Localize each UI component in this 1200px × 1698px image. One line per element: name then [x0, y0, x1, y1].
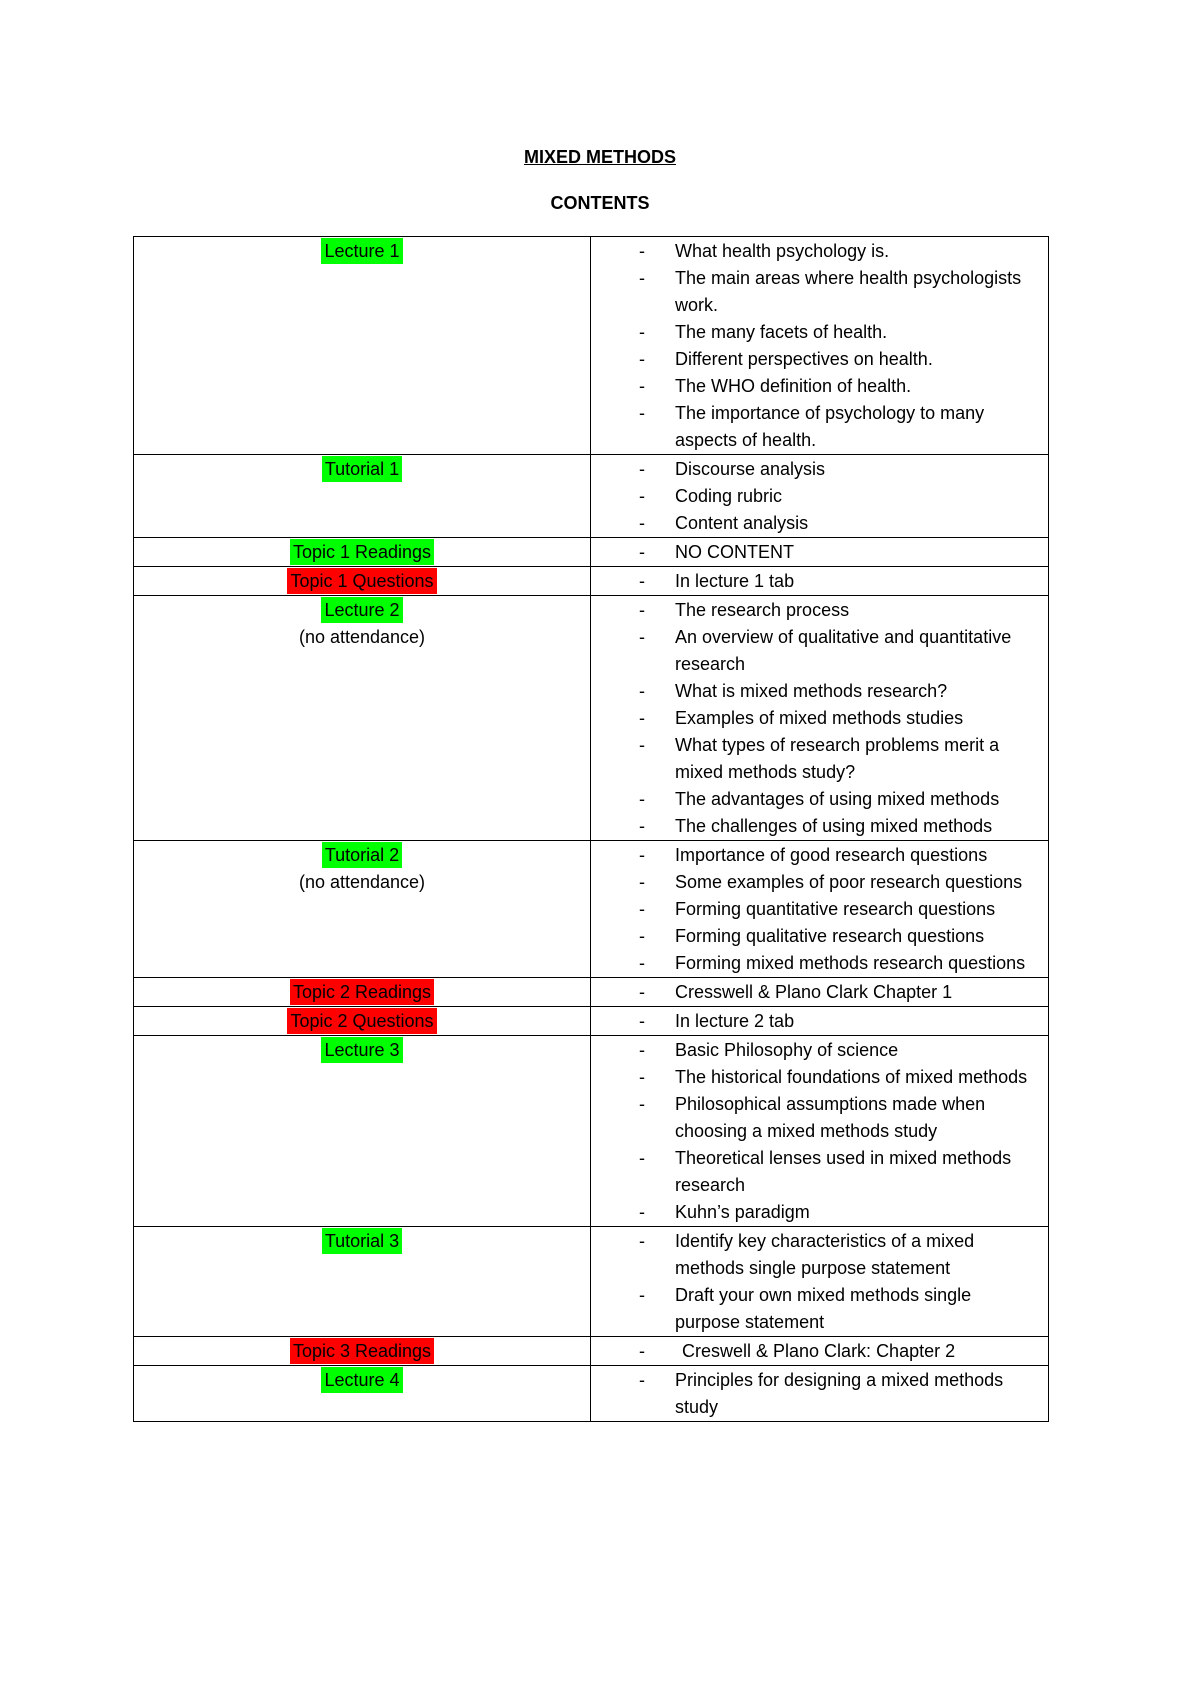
- topic-list: [591, 568, 1048, 595]
- dash-bullet-icon: -: [639, 513, 645, 533]
- dash-bullet-icon: -: [639, 1148, 645, 1168]
- dash-bullet-icon: -: [639, 982, 645, 1002]
- dash-bullet-icon: -: [639, 1011, 645, 1031]
- list-item: [591, 842, 1048, 869]
- table-row: [134, 596, 1049, 841]
- list-item: [591, 510, 1048, 537]
- session-note: (no attendance): [298, 872, 426, 892]
- dash-bullet-icon: -: [639, 735, 645, 755]
- list-item: [591, 265, 1048, 319]
- table-row: [134, 1007, 1049, 1036]
- dash-bullet-icon: -: [639, 600, 645, 620]
- session-cell: [134, 1007, 591, 1036]
- session-label: Topic 2 Questions: [287, 1008, 436, 1034]
- dash-bullet-icon: -: [639, 953, 645, 973]
- list-item-text: The main areas where health psychologists work.: [675, 268, 1022, 315]
- list-item-text: What health psychology is.: [675, 241, 890, 261]
- dash-bullet-icon: -: [639, 1370, 645, 1390]
- session-cell: [134, 538, 591, 567]
- session-label: Tutorial 1: [322, 456, 402, 482]
- dash-bullet-icon: -: [639, 1094, 645, 1114]
- topics-cell: [591, 1036, 1049, 1227]
- session-label: Tutorial 2: [322, 842, 402, 868]
- list-item-text: The challenges of using mixed methods: [675, 816, 993, 836]
- list-item: [591, 896, 1048, 923]
- list-item: [591, 869, 1048, 896]
- list-item-text: An overview of qualitative and quantitative research: [675, 627, 1012, 674]
- list-item: [591, 923, 1048, 950]
- list-item-text: In lecture 1 tab: [675, 571, 795, 591]
- topics-cell: [591, 596, 1049, 841]
- list-item: [591, 238, 1048, 265]
- session-label: Lecture 2: [321, 597, 402, 623]
- list-item-text: Some examples of poor research questions: [675, 872, 1023, 892]
- list-item: [591, 1199, 1048, 1226]
- page-title: MIXED METHODS: [523, 147, 676, 167]
- session-label: Lecture 3: [321, 1037, 402, 1063]
- session-cell: [134, 1337, 591, 1366]
- list-item-text: The research process: [675, 600, 850, 620]
- dash-bullet-icon: -: [639, 627, 645, 647]
- dash-bullet-icon: -: [639, 1341, 645, 1361]
- table-row: [134, 1337, 1049, 1366]
- list-item-text: The historical foundations of mixed methods: [675, 1067, 1028, 1087]
- session-label: Lecture 1: [321, 238, 402, 264]
- table-row: [134, 978, 1049, 1007]
- topics-cell: [591, 1337, 1049, 1366]
- list-item: [591, 1064, 1048, 1091]
- dash-bullet-icon: -: [639, 872, 645, 892]
- list-item-text: Philosophical assumptions made when choosing a mixed methods study: [675, 1094, 986, 1141]
- list-item: [591, 678, 1048, 705]
- topic-list: [591, 1367, 1048, 1421]
- contents-heading: CONTENTS: [550, 193, 650, 213]
- topic-list: [591, 1338, 1048, 1365]
- list-item: [591, 1145, 1048, 1199]
- list-item-text: The many facets of health.: [675, 322, 888, 342]
- dash-bullet-icon: -: [639, 486, 645, 506]
- list-item-text: Forming qualitative research questions: [675, 926, 985, 946]
- dash-bullet-icon: -: [639, 403, 645, 423]
- table-row: [134, 1366, 1049, 1422]
- session-cell: [134, 455, 591, 538]
- session-note: (no attendance): [298, 627, 426, 647]
- list-item-text: Basic Philosophy of science: [675, 1040, 899, 1060]
- topic-list: [591, 842, 1048, 977]
- session-cell: [134, 1036, 591, 1227]
- table-row: [134, 1227, 1049, 1337]
- list-item: [591, 1091, 1048, 1145]
- dash-bullet-icon: -: [639, 571, 645, 591]
- list-item-text: Coding rubric: [675, 486, 783, 506]
- list-item-text: In lecture 2 tab: [675, 1011, 795, 1031]
- list-item: [591, 786, 1048, 813]
- list-item: [591, 373, 1048, 400]
- list-item: [591, 568, 1048, 595]
- topics-cell: [591, 538, 1049, 567]
- list-item-text: Forming mixed methods research questions: [675, 953, 1026, 973]
- session-label: Tutorial 3: [322, 1228, 402, 1254]
- session-label: Topic 2 Readings: [290, 979, 434, 1005]
- list-item: [591, 979, 1048, 1006]
- list-item-text: Identify key characteristics of a mixed methods single purpose statement: [675, 1231, 975, 1278]
- dash-bullet-icon: -: [639, 542, 645, 562]
- session-label: Topic 1 Readings: [290, 539, 434, 565]
- session-label: Topic 3 Readings: [290, 1338, 434, 1364]
- contents-table-body: [134, 237, 1049, 1422]
- topics-cell: [591, 1227, 1049, 1337]
- list-item: [591, 624, 1048, 678]
- topic-list: [591, 539, 1048, 566]
- dash-bullet-icon: -: [639, 1231, 645, 1251]
- dash-bullet-icon: -: [639, 349, 645, 369]
- list-item: [591, 705, 1048, 732]
- dash-bullet-icon: -: [639, 789, 645, 809]
- topic-list: [591, 597, 1048, 840]
- dash-bullet-icon: -: [639, 899, 645, 919]
- topic-list: [591, 238, 1048, 454]
- dash-bullet-icon: -: [639, 708, 645, 728]
- list-item-text: Draft your own mixed methods single purpose statement: [675, 1285, 972, 1332]
- table-row: [134, 237, 1049, 455]
- list-item: [591, 400, 1048, 454]
- topics-cell: [591, 1366, 1049, 1422]
- table-row: [134, 567, 1049, 596]
- dash-bullet-icon: -: [639, 1040, 645, 1060]
- dash-bullet-icon: -: [639, 845, 645, 865]
- list-item-text: Creswell & Plano Clark: Chapter 2: [682, 1341, 956, 1361]
- dash-bullet-icon: -: [639, 681, 645, 701]
- list-item: [591, 1338, 1048, 1365]
- list-item-text: Kuhn’s paradigm: [675, 1202, 810, 1222]
- list-item-text: The advantages of using mixed methods: [675, 789, 1000, 809]
- topic-list: [591, 456, 1048, 537]
- dash-bullet-icon: -: [639, 1067, 645, 1087]
- topics-cell: [591, 841, 1049, 978]
- list-item: [591, 346, 1048, 373]
- list-item-text: Different perspectives on health.: [675, 349, 933, 369]
- session-label: Lecture 4: [321, 1367, 402, 1393]
- session-cell: [134, 567, 591, 596]
- session-cell: [134, 841, 591, 978]
- list-item: [591, 483, 1048, 510]
- list-item: [591, 813, 1048, 840]
- list-item-text: Cresswell & Plano Clark Chapter 1: [675, 982, 953, 1002]
- topic-list: [591, 1037, 1048, 1226]
- list-item-text: What types of research problems merit a mixed methods study?: [675, 735, 1000, 782]
- list-item: [591, 950, 1048, 977]
- list-item-text: Importance of good research questions: [675, 845, 988, 865]
- list-item: [591, 1367, 1048, 1421]
- list-item-text: What is mixed methods research?: [675, 681, 948, 701]
- list-item: [591, 1008, 1048, 1035]
- topic-list: [591, 1008, 1048, 1035]
- list-item: [591, 1282, 1048, 1336]
- topics-cell: [591, 237, 1049, 455]
- list-item-text: Theoretical lenses used in mixed methods research: [675, 1148, 1012, 1195]
- dash-bullet-icon: -: [639, 926, 645, 946]
- table-row: [134, 1036, 1049, 1227]
- dash-bullet-icon: -: [639, 1202, 645, 1222]
- list-item: [591, 732, 1048, 786]
- list-item-text: Principles for designing a mixed methods study: [675, 1370, 1004, 1417]
- table-row: [134, 538, 1049, 567]
- session-cell: [134, 978, 591, 1007]
- list-item-text: The importance of psychology to many aspects of health.: [675, 403, 985, 450]
- list-item-text: NO CONTENT: [675, 542, 794, 562]
- dash-bullet-icon: -: [639, 816, 645, 836]
- list-item: [591, 597, 1048, 624]
- topics-cell: [591, 1007, 1049, 1036]
- topics-cell: [591, 567, 1049, 596]
- session-cell: [134, 237, 591, 455]
- contents-table: [133, 236, 1049, 1422]
- topic-list: [591, 1228, 1048, 1336]
- session-cell: [134, 596, 591, 841]
- dash-bullet-icon: -: [639, 241, 645, 261]
- topics-cell: [591, 978, 1049, 1007]
- list-item: [591, 539, 1048, 566]
- dash-bullet-icon: -: [639, 1285, 645, 1305]
- dash-bullet-icon: -: [639, 322, 645, 342]
- list-item-text: Forming quantitative research questions: [675, 899, 996, 919]
- table-row: [134, 841, 1049, 978]
- list-item-text: Examples of mixed methods studies: [675, 708, 964, 728]
- list-item: [591, 456, 1048, 483]
- list-item-text: Discourse analysis: [675, 459, 826, 479]
- list-item: [591, 1228, 1048, 1282]
- list-item-text: The WHO definition of health.: [675, 376, 912, 396]
- dash-bullet-icon: -: [639, 459, 645, 479]
- dash-bullet-icon: -: [639, 376, 645, 396]
- dash-bullet-icon: -: [639, 268, 645, 288]
- topic-list: [591, 979, 1048, 1006]
- list-item: [591, 1037, 1048, 1064]
- session-cell: [134, 1366, 591, 1422]
- session-cell: [134, 1227, 591, 1337]
- list-item-text: Content analysis: [675, 513, 809, 533]
- list-item: [591, 319, 1048, 346]
- topics-cell: [591, 455, 1049, 538]
- table-row: [134, 455, 1049, 538]
- session-label: Topic 1 Questions: [287, 568, 436, 594]
